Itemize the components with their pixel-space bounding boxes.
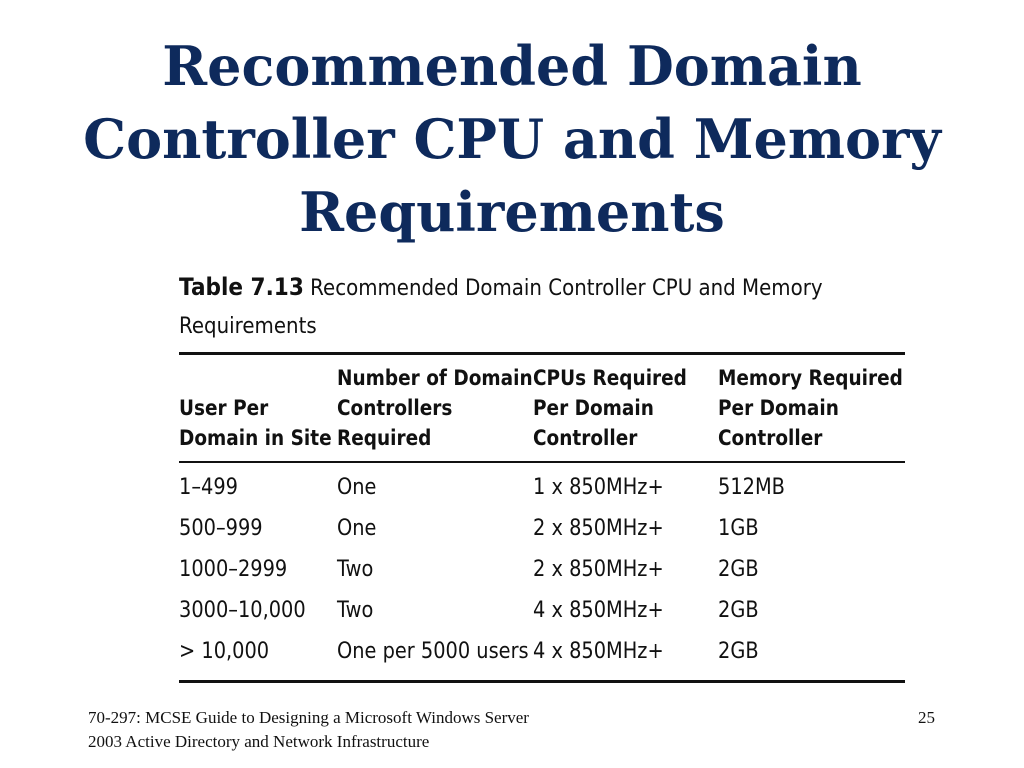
column-header-number-of-domain-controllers bbox=[337, 355, 533, 461]
cell-cpus: 4 x 850MHz+ bbox=[533, 639, 664, 664]
requirements-table-body bbox=[179, 463, 905, 672]
cell-users: 1–499 bbox=[179, 475, 238, 500]
cell-users: > 10,000 bbox=[179, 639, 270, 664]
cell-controllers: Two bbox=[337, 598, 374, 623]
slide-title bbox=[0, 30, 1024, 249]
cell-users: 1000–2999 bbox=[179, 557, 288, 582]
column-header-number-of-domain-controllers-line-3: Required bbox=[337, 426, 432, 450]
column-header-memory-required-line-2: Per Domain bbox=[718, 396, 839, 420]
cell-users: 3000–10,000 bbox=[179, 598, 306, 623]
table-row bbox=[179, 590, 905, 631]
table-caption bbox=[179, 268, 899, 352]
table-row bbox=[179, 508, 905, 549]
cell-memory: 2GB bbox=[718, 639, 759, 664]
table-row bbox=[179, 631, 905, 672]
column-header-cpus-required bbox=[533, 355, 718, 461]
cell-controllers: One bbox=[337, 475, 377, 500]
column-header-memory-required-line-3: Controller bbox=[718, 426, 823, 450]
table-row bbox=[179, 549, 905, 590]
table-row bbox=[179, 463, 905, 508]
table-caption-text: Recommended Domain Controller CPU and Memory bbox=[310, 276, 823, 301]
slide-title-line-3: Requirements bbox=[299, 180, 725, 244]
column-header-number-of-domain-controllers-line-2: Controllers bbox=[337, 396, 453, 420]
column-header-users-per-domain-line-1 bbox=[179, 363, 332, 393]
cell-memory: 2GB bbox=[718, 598, 759, 623]
table-header-row bbox=[179, 355, 905, 461]
footer-source-line-1: 70-297: MCSE Guide to Designing a Microsoft Windows Server bbox=[88, 708, 529, 727]
requirements-table bbox=[179, 355, 905, 461]
column-header-number-of-domain-controllers-line-1: Number of Domain bbox=[337, 366, 533, 390]
cell-memory: 1GB bbox=[718, 516, 759, 541]
requirements-table-block bbox=[179, 268, 905, 683]
cell-memory: 512MB bbox=[718, 475, 785, 500]
cell-users: 500–999 bbox=[179, 516, 263, 541]
table-bottom-rule bbox=[179, 680, 905, 683]
column-header-users-per-domain-line-3: Domain in Site bbox=[179, 426, 332, 450]
footer-source-line-2: 2003 Active Directory and Network Infrastructure bbox=[88, 732, 430, 751]
column-header-cpus-required-line-1: CPUs Required bbox=[533, 366, 687, 390]
slide-title-line-1: Recommended Domain bbox=[162, 34, 862, 98]
column-header-memory-required-line-1: Memory Required bbox=[718, 366, 903, 390]
page-number: 25 bbox=[918, 708, 935, 727]
cell-cpus: 1 x 850MHz+ bbox=[533, 475, 664, 500]
footer-source bbox=[88, 706, 529, 754]
column-header-cpus-required-line-3: Controller bbox=[533, 426, 638, 450]
cell-cpus: 2 x 850MHz+ bbox=[533, 557, 664, 582]
column-header-memory-required bbox=[718, 355, 905, 461]
column-header-users-per-domain bbox=[179, 355, 337, 461]
cell-cpus: 2 x 850MHz+ bbox=[533, 516, 664, 541]
cell-controllers: Two bbox=[337, 557, 374, 582]
column-header-cpus-required-line-2: Per Domain bbox=[533, 396, 654, 420]
cell-memory: 2GB bbox=[718, 557, 759, 582]
column-header-users-per-domain-line-2: User Per bbox=[179, 396, 269, 420]
table-caption-number: Table 7.13 bbox=[179, 273, 304, 301]
cell-controllers: One bbox=[337, 516, 377, 541]
table-caption-text-line-2: Requirements bbox=[179, 314, 317, 339]
slide-title-line-2: Controller CPU and Memory bbox=[83, 107, 941, 171]
cell-controllers: One per 5000 users bbox=[337, 639, 529, 664]
cell-cpus: 4 x 850MHz+ bbox=[533, 598, 664, 623]
